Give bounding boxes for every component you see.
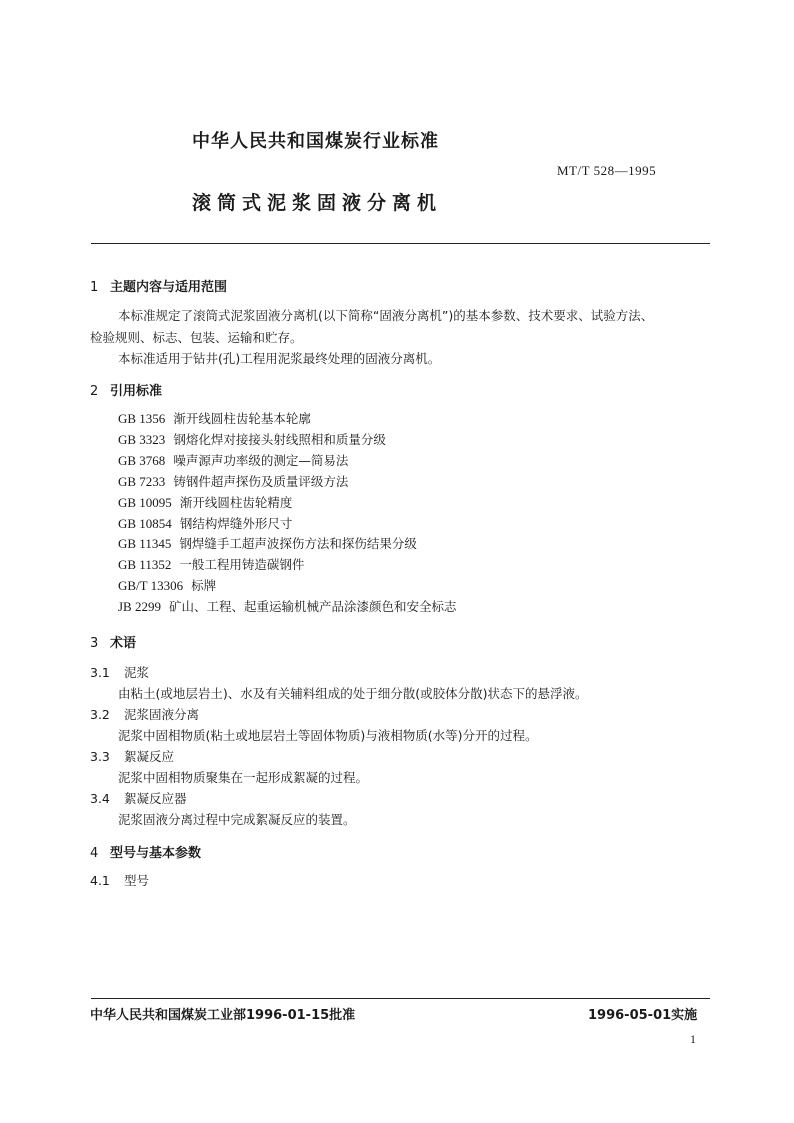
reference-code: GB 1356 (118, 411, 166, 426)
reference-title: 钢结构焊缝外形尺寸 (179, 515, 293, 531)
section-1-heading (90, 276, 227, 295)
term-number: 3.2 (90, 707, 110, 722)
reference-title: 标牌 (191, 578, 217, 594)
term-name: 泥浆固液分离 (124, 707, 200, 722)
section-title: 型号与基本参数 (110, 846, 202, 861)
header-divider (91, 243, 710, 244)
page-number: 1 (690, 1032, 696, 1046)
subsection-title: 型号 (124, 873, 150, 888)
reference-item (118, 555, 304, 573)
term-number: 3.4 (90, 791, 110, 806)
section-1-paragraph-1: 本标准规定了滚筒式泥浆固液分离机(以下简称“固液分离机”)的基本参数、技术要求、试验方法、 (118, 308, 654, 323)
reference-title: 钢焊缝手工超声波探伤方法和探伤结果分级 (179, 536, 417, 552)
reference-title: 噪声源声功率级的测定—简易法 (173, 452, 349, 468)
section-3-heading (90, 632, 136, 651)
reference-code: GB 11345 (118, 536, 172, 552)
reference-title: 渐开线圆柱齿轮精度 (179, 494, 293, 510)
reference-code: GB 10095 (118, 494, 172, 510)
term-heading (90, 747, 174, 765)
reference-code: GB 7233 (118, 473, 166, 489)
reference-code: GB 3323 (118, 431, 166, 447)
section-4-heading (90, 842, 201, 861)
term-number: 3.1 (90, 665, 110, 680)
section-number: 2 (90, 384, 99, 399)
section-2-heading (90, 380, 162, 399)
reference-item (118, 451, 348, 469)
section-title: 引用标准 (110, 384, 163, 399)
subsection-4-1 (90, 871, 149, 889)
reference-code: GB 11352 (118, 557, 172, 573)
reference-code: GB 3768 (118, 452, 166, 468)
term-number: 3.3 (90, 749, 110, 764)
term-definition: 由粘土(或地层岩土)、水及有关辅料组成的处于细分散(或胶体分散)状态下的悬浮液。 (118, 686, 588, 701)
reference-code: GB/T 13306 (118, 578, 184, 594)
term-name: 泥浆 (124, 665, 150, 680)
reference-title: 渐开线圆柱齿轮基本轮廓 (173, 411, 311, 426)
reference-title: 矿山、工程、起重运输机械产品涂漆颜色和安全标志 (168, 599, 457, 615)
term-name: 絮凝反应 (124, 749, 175, 764)
term-definition: 泥浆中固相物质聚集在一起形成絮凝的过程。 (118, 770, 369, 785)
reference-item (118, 597, 457, 615)
term-heading (90, 663, 149, 681)
section-number: 4 (90, 846, 99, 861)
term-heading (90, 789, 187, 807)
reference-title: 铸钢件超声探伤及质量评级方法 (173, 473, 349, 489)
reference-code: GB 10854 (118, 515, 172, 531)
reference-item (118, 472, 348, 490)
term-name: 絮凝反应器 (124, 791, 187, 806)
section-title: 主题内容与适用范围 (110, 280, 228, 295)
section-1-paragraph-1-cont: 检验规则、标志、包装、运输和贮存。 (90, 330, 303, 345)
section-1-paragraph-2: 本标准适用于钻井(孔)工程用泥浆最终处理的固液分离机。 (118, 351, 441, 366)
section-title: 术语 (110, 636, 137, 651)
section-number: 3 (90, 636, 99, 651)
reference-title: 钢熔化焊对接接头射线照相和质量分级 (173, 431, 386, 447)
effective-date: 1996-05-01实施 (588, 1008, 698, 1023)
section-number: 1 (90, 280, 99, 295)
reference-code: JB 2299 (118, 599, 161, 615)
approval-note: 中华人民共和国煤炭工业部1996-01-15批准 (90, 1008, 356, 1023)
reference-item (118, 514, 292, 532)
standard-category-title: 中华人民共和国煤炭行业标准 (192, 131, 439, 152)
reference-item (118, 576, 216, 594)
subsection-number: 4.1 (90, 873, 110, 888)
footer-divider (91, 998, 710, 999)
document-title: 滚筒式泥浆固液分离机 (192, 192, 443, 214)
reference-item (118, 493, 292, 511)
reference-item (118, 409, 311, 427)
reference-item (118, 430, 386, 448)
reference-item (118, 534, 417, 552)
reference-title: 一般工程用铸造碳钢件 (179, 557, 305, 573)
term-heading (90, 705, 199, 723)
term-definition: 泥浆中固相物质(粘土或地层岩土等固体物质)与液相物质(水等)分开的过程。 (118, 728, 538, 743)
standard-code: MT/T 528—1995 (557, 163, 657, 178)
term-definition: 泥浆固液分离过程中完成絮凝反应的装置。 (118, 812, 356, 827)
